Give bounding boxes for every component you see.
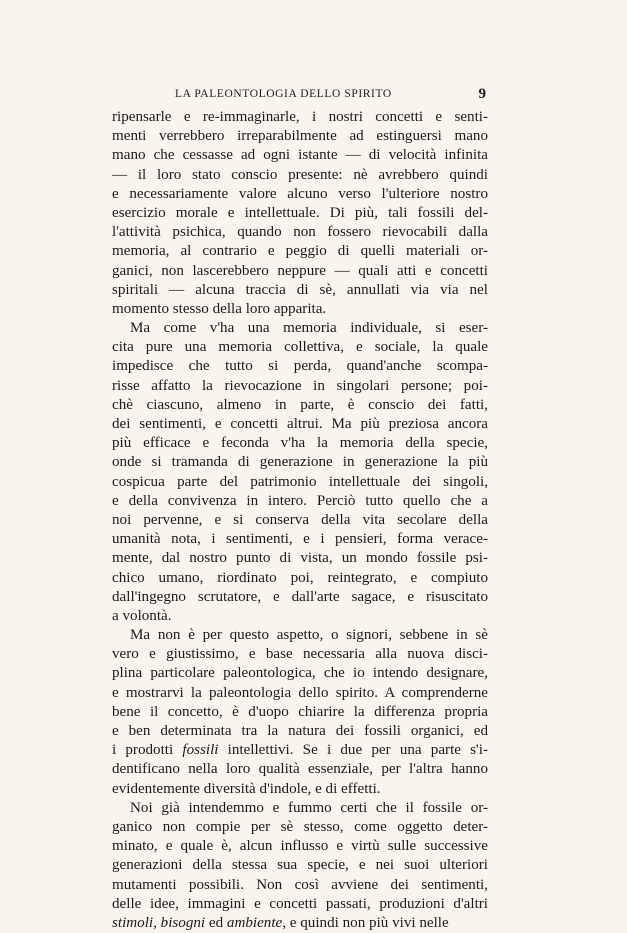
- text-line: menti verrebbero irreparabilmente ad estinguersi mano: [112, 128, 488, 145]
- text-line: memoria, al contrario e peggio di quelli materiali or-: [112, 243, 488, 260]
- text-line: più efficace e feconda v'ha la memoria della specie,: [112, 435, 488, 452]
- text-line: e della convivenza in intero. Perciò tutto quello che a: [112, 492, 488, 509]
- text-line: ganici, non lascerebbero neppure — quali atti e concetti: [112, 262, 488, 279]
- text-line: — il loro stato conscio presente: nè avrebbero quindi: [112, 166, 488, 183]
- italic-term: fossili: [182, 742, 219, 759]
- text-line: Ma come v'ha una memoria individuale, si eser-: [130, 320, 488, 337]
- paragraph: [112, 319, 488, 626]
- italic-term: stimoli: [112, 914, 154, 931]
- body-text: [112, 108, 488, 933]
- italic-term: ambiente: [226, 914, 283, 931]
- text-line: stimoli, bisogni ed ambiente, e quindi non più vivi nelle: [112, 914, 449, 931]
- text-line: e necessariamente valore alcuno verso l'ulteriore nostro: [112, 185, 488, 202]
- text-line: delle idee, immagini e concetti passati, produzioni d'altri: [112, 895, 488, 912]
- text-line: e ben determinata tra la natura dei fossili organici, ed: [112, 723, 488, 739]
- text-line: esercizio morale e intellettuale. Di più, tali fossili del-: [112, 204, 488, 221]
- text-line: e mostrarvi la paleontologia dello spirito. A comprenderne: [112, 684, 488, 701]
- text-line: ganico non compie per sè stesso, come oggetto deter-: [112, 818, 488, 835]
- text-line: dentificano nella loro qualità essenziale, per l'altra hanno: [112, 761, 488, 778]
- text-line: risse affatto la rievocazione in singolari persone; poi-: [112, 377, 488, 394]
- text-line: cita pure una memoria collettiva, e sociale, la quale: [112, 339, 488, 356]
- running-title: LA PALEONTOLOGIA DELLO SPIRITO: [175, 88, 392, 100]
- paragraph: [112, 799, 488, 933]
- text-line: mano che cessasse ad ogni istante — di velocità infinita: [112, 147, 488, 164]
- text-line: a volontà.: [112, 607, 172, 624]
- text-line: Noi già intendemmo e fummo certi che il fossile or-: [130, 799, 488, 816]
- page-number: 9: [478, 86, 486, 102]
- text-line: l'attività psichica, quando non fossero rievocabili dalla: [112, 224, 488, 241]
- text-line: ripensarle e re-immaginarle, i nostri concetti e senti-: [112, 109, 488, 125]
- text-line: chico umano, riordinato poi, reintegrato, e compiuto: [112, 569, 488, 586]
- text-line: mutamenti possibili. Non così avviene dei sentimenti,: [112, 876, 488, 893]
- text-line: momento stesso della loro apparita.: [112, 300, 327, 317]
- text-line: Ma non è per questo aspetto, o signori, sebbene in sè: [130, 627, 488, 644]
- text-line: evidentemente diversità d'indole, e di effetti.: [112, 780, 381, 797]
- text-line: minato, e quale è, alcun influsso e virtù sulle successive: [112, 838, 488, 855]
- text-line: bene il concetto, è d'uopo chiarire la differenza propria: [112, 703, 488, 720]
- text-line: chè ciascuno, almeno in parte, è conscio dei fatti,: [112, 396, 488, 413]
- text-line: onde si tramanda di generazione in generazione la più: [112, 454, 488, 471]
- text-line: cospicua parte del patrimonio intellettuale dei singoli,: [112, 473, 488, 490]
- paragraph: [112, 108, 488, 319]
- italic-term: bisogni: [160, 914, 206, 931]
- text-line: dei sentimenti, e concetti altrui. Ma più preziosa ancora: [112, 416, 488, 432]
- text-line: umanità nota, i sentimenti, e i pensieri, forma verace-: [112, 531, 488, 548]
- text-line: generazioni della stessa sua specie, e nei suoi ulteriori: [112, 857, 488, 874]
- text-line: impedisce che tutto si perda, quand'anche scompa-: [112, 358, 488, 375]
- text-line: plina particolare paleontologica, che io intendo designare,: [112, 665, 488, 682]
- text-line: i prodotti fossili intellettivi. Se i due per una parte s'i-: [112, 742, 488, 759]
- text-line: spiritali — alcuna traccia di sè, annullati via via nel: [112, 281, 488, 298]
- page-header: [112, 86, 488, 106]
- text-line: dall'ingegno scrutatore, e dall'arte sagace, e risuscitato: [112, 588, 488, 605]
- text-line: noi pervenne, e si conserva della vita secolare della: [112, 511, 488, 528]
- paragraph: [112, 626, 488, 799]
- text-line: mente, dal nostro punto di vista, un mondo fossile psi-: [112, 550, 488, 567]
- text-line: vero e giustissimo, e base necessaria alla nuova disci-: [112, 646, 488, 663]
